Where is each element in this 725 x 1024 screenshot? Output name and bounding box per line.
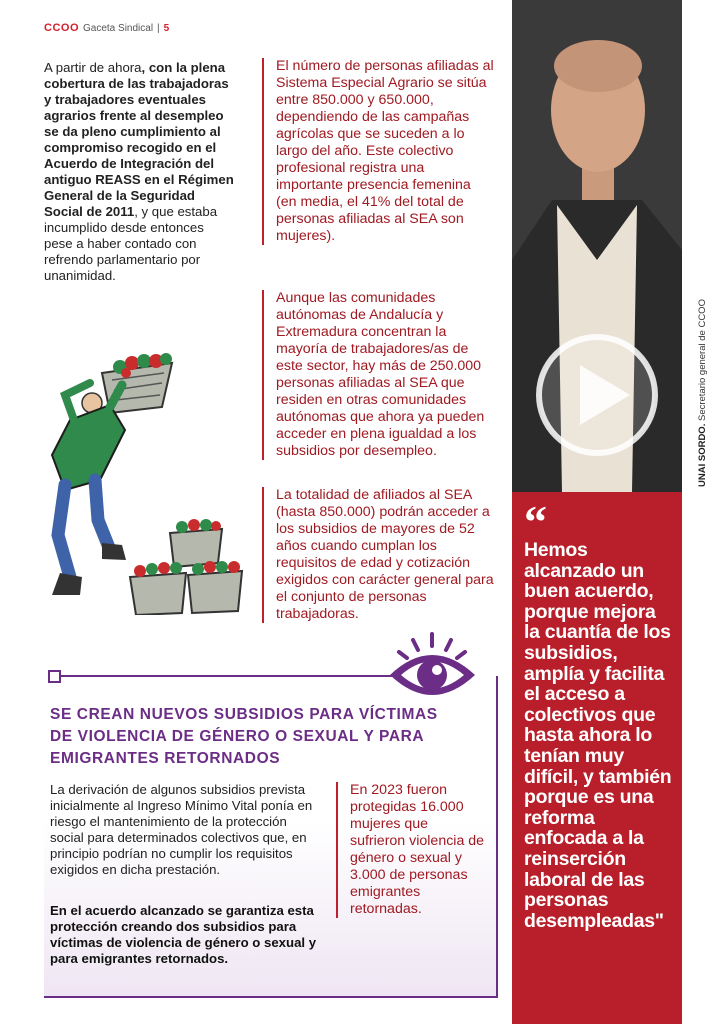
publication-name: Gaceta Sindical bbox=[83, 22, 154, 34]
intro-paragraph bbox=[44, 60, 236, 284]
red-paragraph-1: El número de personas afiliadas al Sistema Especial Agrario se sitúa entre 850.000 y 650.000, dependiendo de las campañas agrícolas que se suceden a lo largo del año. Este colectivo profesional registra una importante presencia femenina (en media, el 41% del total de personas afiliadas al SEA son mujeres). bbox=[262, 58, 494, 245]
photo-credit bbox=[697, 299, 708, 487]
ccoo-logo: CCOO bbox=[44, 22, 79, 34]
intro-part-1: A partir de ahora bbox=[44, 60, 142, 75]
section-rule bbox=[56, 675, 440, 677]
farm-worker-illustration bbox=[30, 345, 255, 615]
red-paragraph-2: Aunque las comunidades autónomas de Andalucía y Extremadura concentran la mayoría de trabajadores/as de este sector, hay más de 250.000 personas afiliadas al SEA que residen en otras comunidades autónomas que ahora ya pueden acceder en plena igualdad a los subsidios por desempleo. bbox=[262, 290, 494, 460]
pull-quote: Hemos alcanzado un buen acuerdo, porque mejora la cuantía de los subsidios, amplía y facilita el acceso a colectivos que hasta ahora lo tenían muy difícil, y también porque es una reforma enfocada a la reinserción laboral de las personas desempleadas" bbox=[524, 539, 672, 932]
quote-mark-icon: “ bbox=[524, 496, 547, 547]
section-body-1: La derivación de algunos subsidios prevista inicialmente al Ingreso Mínimo Vital ponía en riesgo el mantenimiento de la protección social para determinados colectivos que, en principio podrían no cumplir los requisitos exigidos en dicha prestación. bbox=[50, 782, 313, 877]
section-heading: SE CREAN NUEVOS SUBSIDIOS PARA VÍCTIMAS DE VIOLENCIA DE GÉNERO O SEXUAL Y PARA EMIGRANTES RETORNADOS bbox=[50, 706, 438, 767]
page-header bbox=[44, 22, 169, 34]
play-icon[interactable] bbox=[532, 330, 662, 460]
rule-square-icon bbox=[48, 670, 61, 683]
header-separator: | bbox=[157, 22, 160, 34]
page-number: 5 bbox=[163, 22, 170, 34]
section-stat: En 2023 fueron protegidas 16.000 mujeres que sufrieron violencia de género o sexual y 3.000 de personas emigrantes retornadas. bbox=[336, 782, 485, 918]
intro-part-3: , y que estaba incumplido desde entonces pese a haber contado con refrendo parlamentario por unanimidad. bbox=[44, 204, 218, 283]
speaker-photo[interactable] bbox=[512, 0, 682, 492]
credit-role: Secretario general de CCOO bbox=[697, 299, 708, 422]
red-paragraph-3: La totalidad de afiliados al SEA (hasta 850.000) podrán acceder a los subsidios de mayores de 52 años cuando cumplan los requisitos de edad y cotización exigidos con carácter general para el conjunto de personas trabajadoras. bbox=[262, 487, 494, 623]
credit-name: UNAI SORDO. bbox=[697, 423, 708, 487]
section-body-2: En el acuerdo alcanzado se garantiza esta protección creando dos subsidios para víctimas de violencia de género o sexual y para emigrantes retornados. bbox=[50, 903, 317, 966]
crate-stack bbox=[130, 519, 242, 615]
eye-icon bbox=[385, 630, 480, 710]
intro-part-2-bold: , con la plena cobertura de las trabajadoras y trabajadores eventuales agrarios frente al desempleo se da pleno cumplimiento al compromiso recogido en el Acuerdo de Integración del antiguo REASS en el Régimen General de la Seguridad Social de 2011 bbox=[44, 60, 234, 219]
worker-figure bbox=[52, 383, 126, 595]
